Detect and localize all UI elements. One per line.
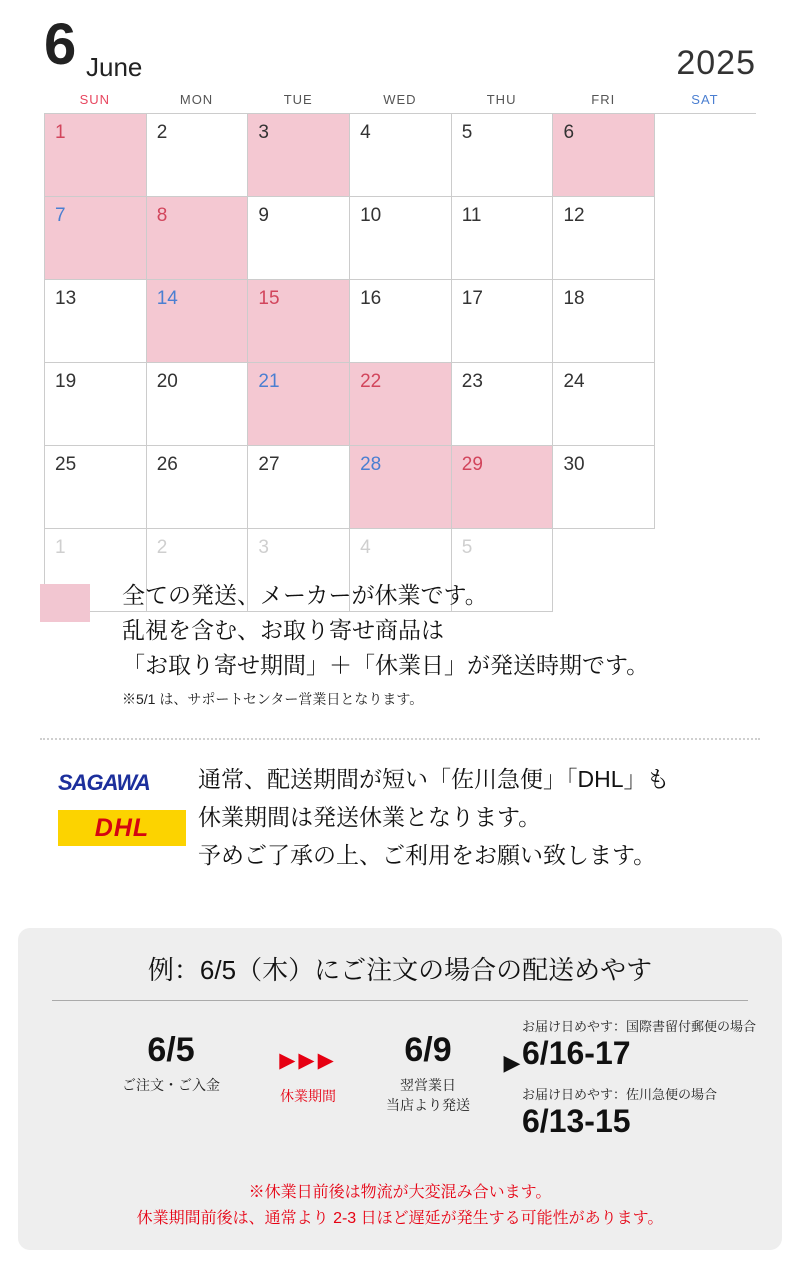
calendar-day-number: 2 — [156, 537, 168, 558]
delivery-flow — [52, 1019, 757, 1160]
calendar-day-number: 4 — [360, 537, 371, 558]
calendar-day-cell — [553, 114, 655, 197]
calendar-day-number: 1 — [55, 537, 66, 558]
calendar-day-cell — [248, 363, 350, 446]
calendar-day-number: 21 — [258, 371, 280, 392]
calendar-day-number: 15 — [258, 288, 280, 309]
calendar-day-number: 3 — [258, 537, 269, 558]
calendar-day-number: 2 — [156, 122, 168, 143]
delay-warning — [18, 1180, 782, 1232]
holiday-period-caption: 休業期間 — [280, 1088, 336, 1104]
weekday-mon: MON — [179, 92, 214, 107]
shipping-line-3: 予めご了承の上、ご利用をお願い致します。 — [198, 842, 657, 868]
calendar-day-number: 16 — [360, 288, 382, 309]
calendar-day-number: 4 — [360, 122, 371, 143]
weekday-sun: SUN — [79, 92, 111, 107]
calendar-day-cell — [350, 446, 452, 529]
calendar-day-number: 22 — [360, 371, 382, 392]
weekday-sat: SAT — [691, 92, 719, 107]
legend-note: ※5/1 は、サポートセンター営業日となります。 — [122, 691, 424, 707]
delivery-example-panel — [18, 928, 782, 1250]
delay-warning-line-1: ※休業日前後は物流が大変混み合います。 — [248, 1184, 552, 1201]
month-number: 6 — [44, 12, 76, 77]
legend-text-block — [122, 578, 762, 711]
calendar-day-number: 26 — [156, 454, 178, 475]
flow-step-delivery — [522, 1016, 782, 1140]
calendar-day-number: 27 — [258, 454, 280, 475]
legend-line-3: 「お取り寄せ期間」＋「休業日」が発送時期です。 — [122, 652, 650, 678]
calendar-header — [44, 12, 756, 84]
triple-arrow-icon: ▶▶▶ — [279, 1049, 337, 1072]
calendar-day-cell — [147, 446, 249, 529]
calendar-day-number: 29 — [461, 454, 483, 475]
delivery-date-international: 6/16-17 — [522, 1035, 631, 1071]
year-label: 2025 — [676, 44, 756, 82]
calendar-day-number: 9 — [258, 205, 269, 226]
shipping-line-1: 通常、配送期間が短い「佐川急便」「DHL」も — [198, 766, 670, 792]
calendar-day-cell — [452, 197, 554, 280]
calendar-day-cell — [553, 363, 655, 446]
calendar-grid — [44, 113, 756, 612]
calendar-day-number: 7 — [55, 205, 66, 226]
delay-warning-line-2: 休業期間前後は、通常より 2-3 日ほど遅延が発生する可能性があります。 — [136, 1210, 664, 1227]
calendar-day-number: 11 — [461, 205, 482, 226]
sagawa-logo: SAGAWA — [58, 770, 150, 795]
month-name: June — [86, 52, 143, 82]
example-title: 例：6/5（木）にご注文の場合の配送めやす — [147, 955, 653, 985]
ship-date: 6/9 — [404, 1031, 452, 1069]
calendar-day-cell — [45, 114, 147, 197]
legend-line-1: 全ての発送、メーカーが休業です。 — [122, 582, 488, 608]
weekday-tue: TUE — [283, 92, 313, 107]
ship-caption-2: 当店より発送 — [386, 1097, 470, 1114]
calendar-day-cell — [350, 114, 452, 197]
calendar-day-number: 14 — [156, 288, 178, 309]
dhl-logo — [58, 810, 186, 846]
calendar-day-number: 28 — [360, 454, 382, 475]
ship-caption-1: 翌営業日 — [400, 1077, 456, 1094]
weekday-fri: FRI — [591, 92, 616, 107]
calendar-day-cell — [350, 280, 452, 363]
dotted-divider — [40, 738, 760, 740]
example-divider — [52, 1000, 748, 1001]
calendar-day-cell — [452, 363, 554, 446]
weekday-wed: WED — [383, 92, 417, 107]
delivery-label-international: お届け日めやす：国際書留付郵便の場合 — [522, 1019, 757, 1034]
calendar-day-number: 23 — [461, 371, 483, 392]
calendar-day-cell — [248, 114, 350, 197]
calendar-day-number: 25 — [55, 454, 77, 475]
flow-step-order — [96, 1032, 246, 1095]
calendar-day-cell — [45, 446, 147, 529]
order-caption: ご注文・ご入金 — [122, 1077, 220, 1094]
delivery-label-sagawa: お届け日めやす：佐川急便の場合 — [522, 1086, 718, 1102]
calendar-day-cell — [452, 446, 554, 529]
shipping-line-2: 休業期間は発送休業となります。 — [198, 804, 542, 830]
shipping-text-block — [198, 760, 778, 874]
calendar-day-cell — [553, 446, 655, 529]
calendar-day-cell — [452, 280, 554, 363]
calendar-day-cell — [553, 197, 655, 280]
calendar-day-number: 13 — [55, 288, 77, 309]
calendar-day-cell — [147, 280, 249, 363]
flow-step-holiday — [248, 1046, 368, 1106]
delivery-date-sagawa: 6/13-15 — [522, 1102, 631, 1139]
calendar-day-number: 3 — [258, 122, 269, 143]
calendar-day-cell — [350, 197, 452, 280]
calendar-day-cell — [553, 280, 655, 363]
weekday-header-row — [44, 92, 756, 107]
calendar-day-number: 18 — [563, 288, 585, 309]
calendar-day-cell — [147, 197, 249, 280]
calendar-day-number: 1 — [55, 122, 66, 143]
calendar-day-cell — [248, 197, 350, 280]
calendar-day-number: 10 — [360, 205, 382, 226]
legend-color-swatch — [40, 584, 90, 622]
calendar-day-number: 19 — [55, 371, 77, 392]
calendar-day-cell — [248, 446, 350, 529]
calendar-day-cell — [45, 363, 147, 446]
dhl-logo-text: DHL — [94, 813, 150, 842]
calendar-day-number: 17 — [461, 288, 483, 309]
calendar-day-cell — [147, 114, 249, 197]
order-date: 6/5 — [147, 1031, 195, 1069]
calendar-day-number: 30 — [563, 454, 585, 475]
calendar-day-cell — [45, 280, 147, 363]
calendar-day-cell — [147, 363, 249, 446]
legend-line-2: 乱視を含む、お取り寄せ商品は — [122, 617, 444, 643]
calendar-day-number: 20 — [156, 371, 178, 392]
calendar-day-number: 12 — [563, 205, 585, 226]
weekday-thu: THU — [486, 92, 517, 107]
calendar-day-number: 24 — [563, 371, 585, 392]
calendar-day-cell — [45, 197, 147, 280]
calendar-day-cell — [452, 114, 554, 197]
flow-step-ship — [358, 1032, 498, 1115]
calendar-day-number: 5 — [461, 537, 473, 558]
calendar-day-number: 6 — [563, 122, 575, 143]
calendar-day-cell — [248, 280, 350, 363]
single-arrow-icon: ▶ — [503, 1050, 521, 1075]
calendar-day-number: 8 — [156, 205, 168, 226]
calendar-day-number: 5 — [461, 122, 473, 143]
calendar-day-cell — [350, 363, 452, 446]
